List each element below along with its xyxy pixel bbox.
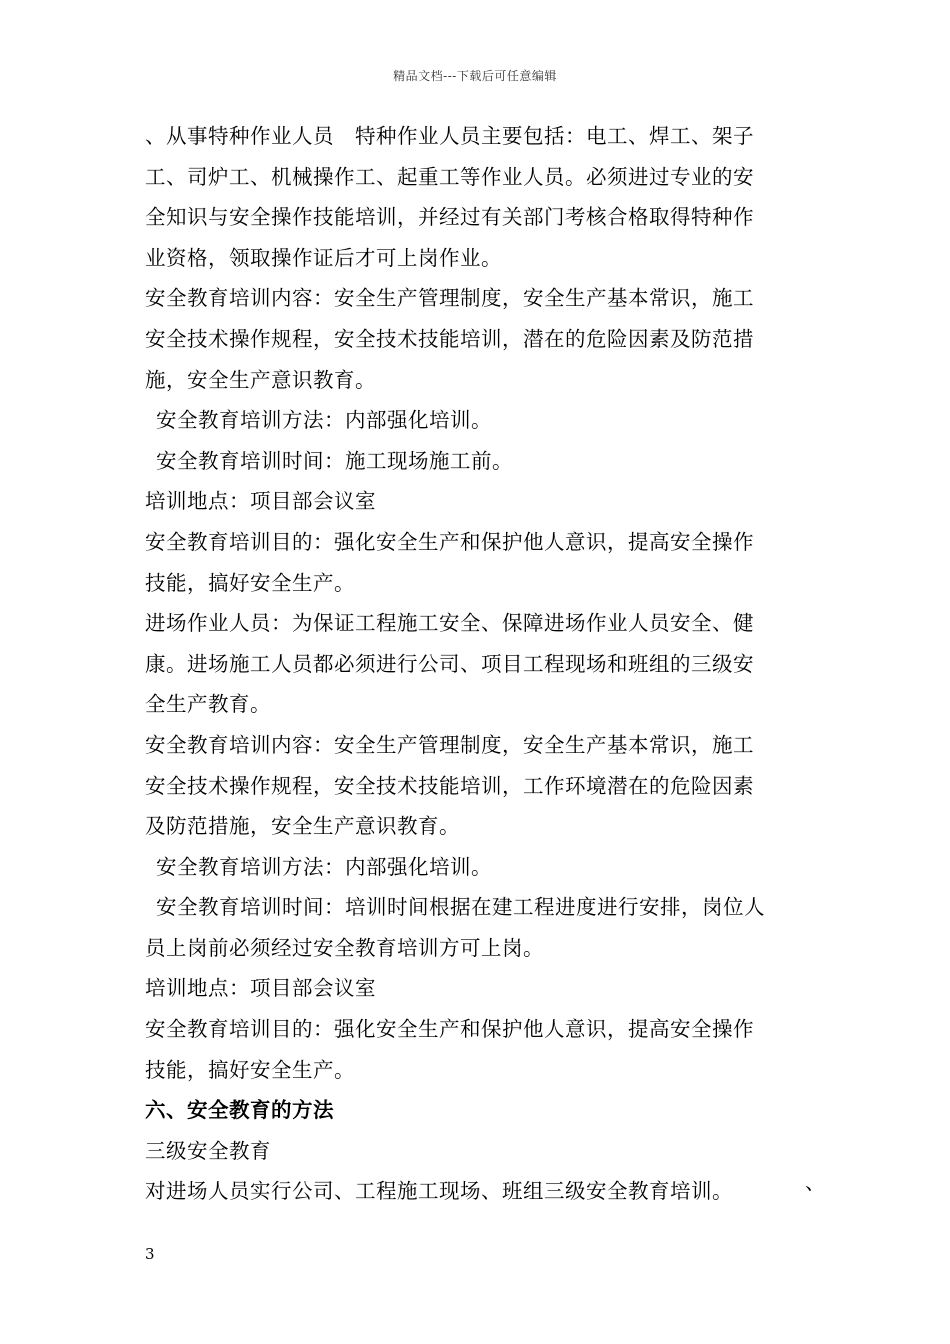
text-line: 进场作业人员：为保证工程施工安全、保障进场作业人员安全、健	[145, 611, 754, 636]
section-heading: 六、安全教育的方法	[145, 1098, 334, 1123]
text-line: 安全教育培训时间：施工现场施工前。	[156, 448, 513, 473]
text-line: 技能，搞好安全生产。	[145, 1057, 355, 1082]
text-line: 对进场人员实行公司、工程施工现场、班组三级安全教育培训。	[145, 1179, 733, 1204]
text-line: 全知识与安全操作技能培训，并经过有关部门考核合格取得特种作	[145, 205, 754, 230]
text-line: 安全教育培训方法：内部强化培训。	[156, 408, 492, 433]
text-line: 全生产教育。	[145, 692, 271, 717]
text-line: 施，安全生产意识教育。	[145, 367, 376, 392]
trailing-mark: 、	[805, 1170, 825, 1194]
document-body	[145, 116, 810, 1212]
text-line: 培训地点：项目部会议室	[145, 976, 376, 1001]
text-line: 安全技术操作规程，安全技术技能培训，工作环境潜在的危险因素	[145, 773, 754, 798]
text-line: 、从事特种作业人员 特种作业人员主要包括：电工、焊工、架子	[145, 124, 754, 148]
text-line: 工、司炉工、机械操作工、起重工等作业人员。必须进过专业的安	[145, 164, 754, 189]
text-line: 员上岗前必须经过安全教育培训方可上岗。	[145, 935, 544, 960]
text-line: 业资格，领取操作证后才可上岗作业。	[145, 245, 502, 270]
text-line: 培训地点：项目部会议室	[145, 489, 376, 514]
text-line: 安全教育培训内容：安全生产管理制度，安全生产基本常识，施工	[145, 286, 754, 311]
text-line: 安全教育培训方法：内部强化培训。	[156, 854, 492, 879]
text-line: 三级安全教育	[145, 1138, 271, 1163]
page-header: 精品文档---下载后可任意编辑	[393, 69, 557, 83]
text-line: 安全技术操作规程，安全技术技能培训，潜在的危险因素及防范措	[145, 326, 754, 351]
text-line: 安全教育培训时间：培训时间根据在建工程进度进行安排，岗位人	[156, 895, 765, 920]
text-line: 及防范措施，安全生产意识教育。	[145, 814, 460, 839]
text-line: 技能，搞好安全生产。	[145, 570, 355, 595]
text-line: 康。进场施工人员都必须进行公司、项目工程现场和班组的三级安	[145, 651, 754, 676]
text-line: 安全教育培训内容：安全生产管理制度，安全生产基本常识，施工	[145, 732, 754, 757]
text-line: 安全教育培训目的：强化安全生产和保护他人意识，提高安全操作	[145, 1017, 754, 1042]
page-number: 3	[145, 1245, 155, 1263]
text-line: 安全教育培训目的：强化安全生产和保护他人意识，提高安全操作	[145, 529, 754, 554]
